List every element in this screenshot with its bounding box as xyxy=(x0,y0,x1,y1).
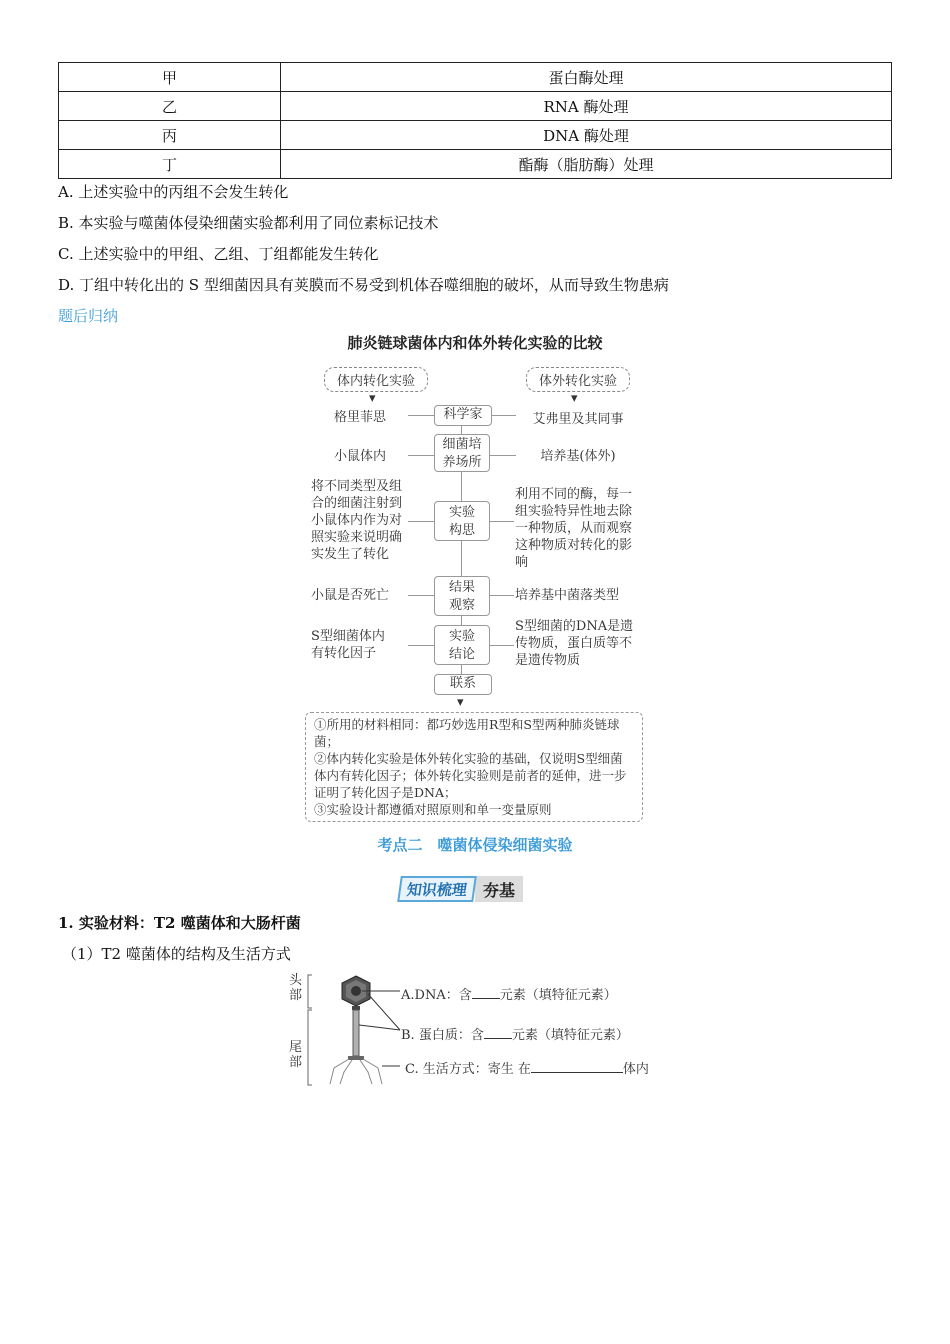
center-box-link: 联系 xyxy=(434,674,492,695)
center-box-culture: 细菌培养场所 xyxy=(434,434,490,472)
treatment-cell: 酯酶（脂肪酶）处理 xyxy=(281,150,892,179)
table-row xyxy=(59,121,892,150)
left-culture: 小鼠体内 xyxy=(333,449,386,464)
right-scientist: 艾弗里及其同事 xyxy=(532,412,624,427)
label-dna xyxy=(401,984,617,1003)
left-design: 将不同类型及组合的细菌注射到小鼠体内作为对照实验来说明确实发生了转化 xyxy=(311,479,403,562)
label-lifestyle xyxy=(405,1058,649,1077)
option-d: D. 丁组中转化出的 S 型细菌因具有荚膜而不易受到机体吞噬细胞的破坏，从而导致生物患病 xyxy=(58,276,669,294)
option-c: C. 上述实验中的甲组、乙组、丁组都能发生转化 xyxy=(58,245,379,263)
label-protein-suffix: 元素（填特征元素） xyxy=(511,1028,629,1043)
left-header: 体内转化实验 xyxy=(324,367,428,392)
point1-subtitle: （1）T2 噬菌体的结构及生活方式 xyxy=(62,945,291,963)
right-conclusion: S型细菌的DNA是遗传物质，蛋白质等不是遗传物质 xyxy=(515,619,634,668)
center-box-result: 结果观察 xyxy=(434,576,490,616)
section-title: 考点二 噬菌体侵染细菌实验 xyxy=(377,837,573,854)
treatment-cell: DNA 酶处理 xyxy=(281,121,892,150)
tail-label: 尾部 xyxy=(289,1040,303,1070)
treatment-cell: RNA 酶处理 xyxy=(281,92,892,121)
label-lifestyle-suffix: 体内 xyxy=(622,1062,649,1077)
head-label: 头部 xyxy=(289,973,303,1003)
option-b: B. 本实验与噬菌体侵染细菌实验都利用了同位素标记技术 xyxy=(58,214,439,232)
group-cell: 甲 xyxy=(59,63,281,92)
link-point-2: ②体内转化实验是体外转化实验的基础，仅说明S型细菌体内有转化因子；体外转化实验则是前者的延伸，进一步证明了转化因子是DNA； xyxy=(314,751,627,800)
center-box-scientist: 科学家 xyxy=(434,405,492,426)
label-protein xyxy=(401,1024,629,1043)
link-point-1: ①所用的材料相同：都巧妙选用R型和S型两种肺炎链球菌； xyxy=(314,717,620,749)
option-a: A. 上述实验中的丙组不会发生转化 xyxy=(58,183,289,201)
group-cell: 丁 xyxy=(59,150,281,179)
center-box-design: 实验构思 xyxy=(434,501,490,541)
left-conclusion: S型细菌体内有转化因子 xyxy=(311,629,385,661)
blank-host[interactable] xyxy=(531,1060,623,1073)
phage-illustration xyxy=(300,970,410,1090)
right-result: 培养基中菌落类型 xyxy=(515,588,620,603)
label-protein-prefix: B. 蛋白质：含 xyxy=(401,1028,484,1043)
group-cell: 丙 xyxy=(59,121,281,150)
diagram-title: 肺炎链球菌体内和体外转化实验的比较 xyxy=(347,335,603,352)
label-dna-suffix: 元素（填特征元素） xyxy=(499,988,617,1003)
blank-protein-element[interactable] xyxy=(484,1026,512,1039)
left-result: 小鼠是否死亡 xyxy=(311,588,390,603)
center-box-conclusion: 实验结论 xyxy=(434,625,490,665)
treatment-table xyxy=(58,62,892,179)
right-design: 利用不同的酶，每一组实验特异性地去除一种物质，从而观察这种物质对转化的影响 xyxy=(515,487,633,570)
knowledge-tag xyxy=(399,876,523,902)
arrow-down-icon: ▾ xyxy=(571,391,578,406)
treatment-cell: 蛋白酶处理 xyxy=(281,63,892,92)
link-summary-box xyxy=(305,712,643,822)
knowledge-tag-right: 夯基 xyxy=(475,876,523,902)
table-row xyxy=(59,150,892,179)
blank-dna-element[interactable] xyxy=(472,986,500,999)
arrow-down-icon: ▾ xyxy=(457,695,464,710)
arrow-down-icon: ▾ xyxy=(369,391,376,406)
right-header: 体外转化实验 xyxy=(526,367,630,392)
table-row xyxy=(59,63,892,92)
left-scientist: 格里菲思 xyxy=(333,410,386,425)
label-lifestyle-prefix: C. 生活方式：寄生 在 xyxy=(405,1062,531,1077)
knowledge-tag-left: 知识梳理 xyxy=(397,876,477,902)
summary-heading: 题后归纳 xyxy=(58,308,119,325)
table-row xyxy=(59,92,892,121)
group-cell: 乙 xyxy=(59,92,281,121)
label-dna-prefix: A.DNA：含 xyxy=(401,988,472,1003)
point1-title: 1. 实验材料：T2 噬菌体和大肠杆菌 xyxy=(58,914,301,932)
right-culture: 培养基(体外) xyxy=(540,449,616,464)
link-point-3: ③实验设计都遵循对照原则和单一变量原则 xyxy=(314,802,552,817)
